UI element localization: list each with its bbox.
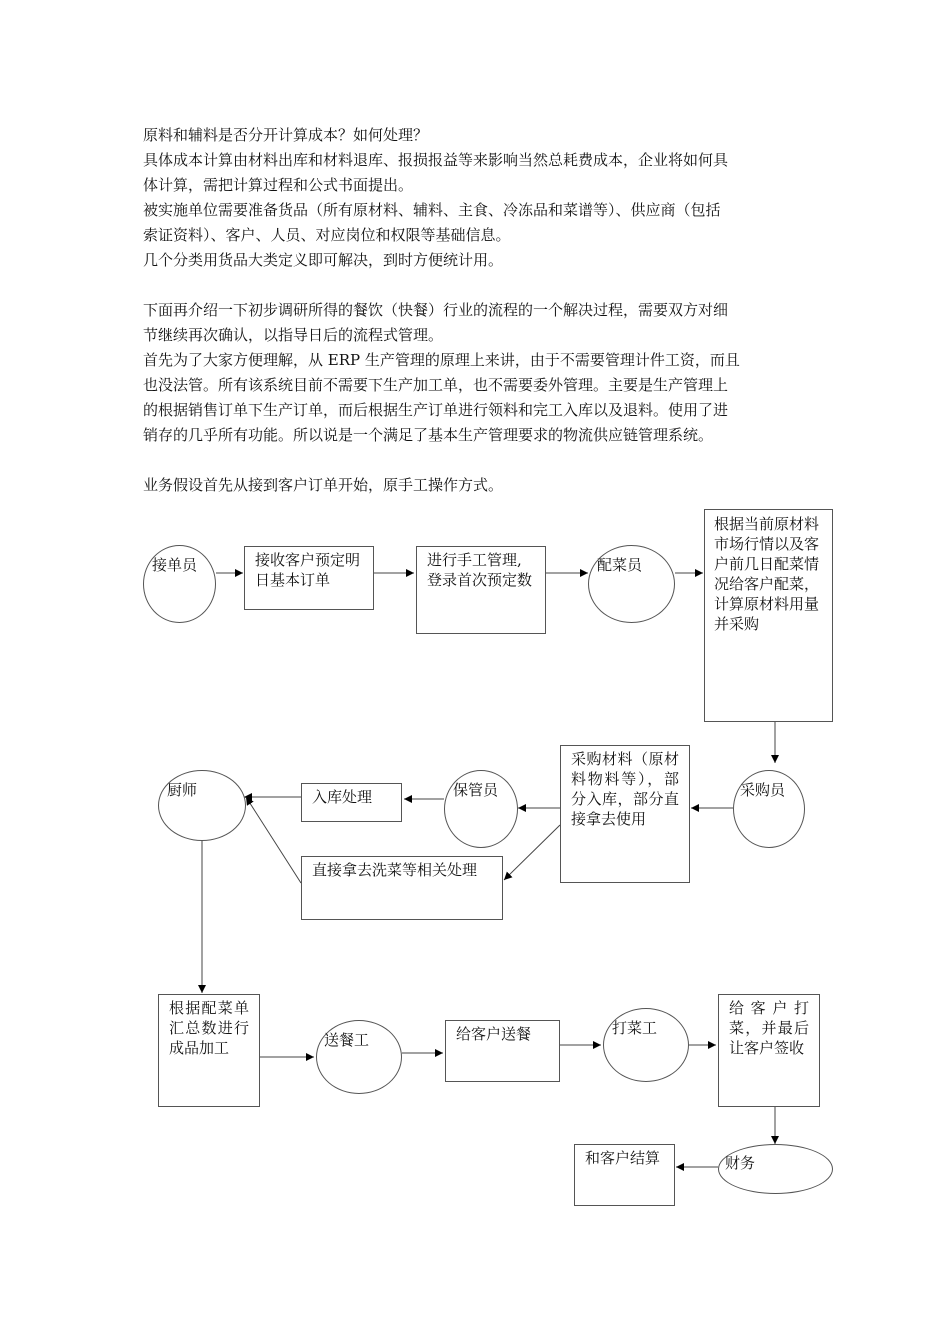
- node-chef: [158, 770, 246, 841]
- arrow-direct-use-to-chef: [246, 797, 301, 883]
- arrow-buy-to-direct-use: [504, 825, 560, 880]
- node-settle-label: 和客户结算: [585, 1149, 661, 1167]
- node-delivery-worker-label: 送餐工: [324, 1031, 370, 1049]
- paragraph-prep-line1: 被实施单位需要准备货品（所有原材料、辅料、主食、冷冻品和菜谱等）、供应商（包括: [143, 201, 721, 219]
- node-order-clerk: [143, 545, 216, 623]
- node-manual-management-label: 进行手工管理,登录首次预定数: [427, 551, 533, 589]
- node-receive-order: [244, 546, 374, 610]
- paragraph-erp-line3: 的根据销售订单下生产订单，而后根据生产订单进行领料和完工入库以及退料。使用了进: [143, 401, 729, 419]
- paragraph-cost-line2: 体计算，需把计算过程和公式书面提出。: [143, 176, 414, 194]
- node-direct-use: [301, 856, 503, 920]
- node-serve-sign-label: 给客户打菜，并最后让客户签收: [729, 999, 809, 1057]
- node-cook-label: 根据配菜单汇总数进行成品加工: [169, 999, 249, 1057]
- paragraph-intro-line1: 下面再介绍一下初步调研所得的餐饮（快餐）行业的流程的一个解决过程，需要双方对细: [143, 301, 729, 319]
- node-plan-purchase: [704, 509, 833, 722]
- node-chef-label: 厨师: [167, 781, 198, 799]
- paragraph-erp-line1: 首先为了大家方便理解，从 ERP 生产管理的原理上来讲，由于不需要管理计件工资，而且: [143, 351, 740, 369]
- node-warehousing-label: 入库处理: [312, 788, 373, 806]
- node-buy-materials: [560, 745, 690, 883]
- node-server-label: 打菜工: [612, 1019, 658, 1037]
- paragraph-business: 业务假设首先从接到客户订单开始，原手工操作方式。: [143, 476, 504, 494]
- node-keeper-label: 保管员: [453, 781, 499, 799]
- node-receive-order-label: 接收客户预定明日基本订单: [255, 551, 361, 589]
- node-cook: [158, 994, 260, 1107]
- node-serve-sign: [718, 994, 820, 1107]
- paragraph-erp-line4: 销存的几乎所有功能。所以说是一个满足了基本生产管理要求的物流供应链管理系统。: [143, 426, 714, 444]
- node-warehousing: [301, 783, 402, 822]
- node-direct-use-label: 直接拿去洗菜等相关处理: [312, 861, 478, 879]
- node-settle: [574, 1144, 675, 1206]
- paragraph-question: 原料和辅料是否分开计算成本？如何处理？: [143, 126, 429, 144]
- node-deliver-label: 给客户送餐: [456, 1025, 532, 1043]
- node-purchaser-label: 采购员: [740, 781, 786, 799]
- node-purchaser: [733, 770, 805, 848]
- node-manual-management: [416, 546, 546, 634]
- node-keeper: [444, 770, 518, 848]
- node-dish-clerk: [588, 545, 675, 623]
- node-order-clerk-label: 接单员: [152, 556, 198, 574]
- node-deliver: [445, 1020, 560, 1082]
- paragraph-category: 几个分类用货品大类定义即可解决，到时方便统计用。: [143, 251, 504, 269]
- node-buy-materials-label: 采购材料（原材料物料等），部分入库，部分直接拿去使用: [571, 750, 679, 828]
- node-dish-clerk-label: 配菜员: [597, 556, 643, 574]
- node-delivery-worker: [316, 1020, 402, 1094]
- node-finance-label: 财务: [725, 1154, 756, 1172]
- node-plan-purchase-label: 根据当前原材料市场行情以及客户前几日配菜情况给客户配菜，计算原材料用量并采购: [714, 515, 820, 633]
- node-server: [603, 1008, 689, 1082]
- paragraph-cost-line1: 具体成本计算由材料出库和材料退库、报损报益等来影响当然总耗费成本，企业将如何具: [143, 151, 729, 169]
- paragraph-intro-line2: 节继续再次确认，以指导日后的流程式管理。: [143, 326, 444, 344]
- paragraph-prep-line2: 索证资料）、客户、人员、对应岗位和权限等基础信息。: [143, 226, 511, 244]
- paragraph-erp-line2: 也没法管。所有该系统目前不需要下生产加工单，也不需要委外管理。主要是生产管理上: [143, 376, 729, 394]
- node-finance: [718, 1144, 833, 1194]
